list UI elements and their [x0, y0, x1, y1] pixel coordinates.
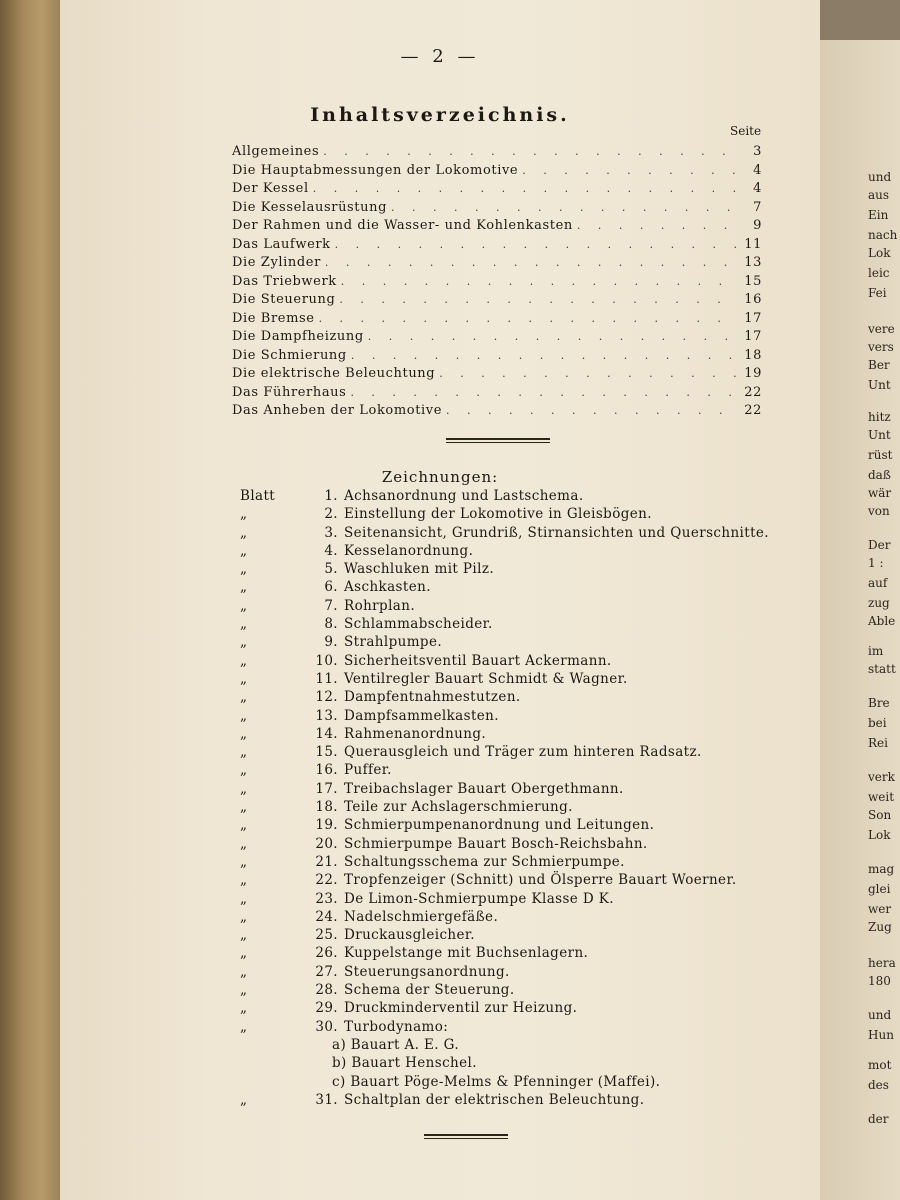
toc-entry-page: 7: [753, 199, 762, 215]
plate-prefix: „: [240, 524, 248, 541]
plate-number: 23.: [315, 890, 338, 907]
right-page-text-fragment: Lok: [868, 246, 891, 260]
right-page-text-fragment: Unt: [868, 378, 891, 392]
leader-dots: [335, 238, 738, 251]
right-page-text-fragment: zug: [868, 596, 890, 610]
toc-entry-label: Allgemeines: [232, 144, 320, 159]
right-page-text-fragment: des: [868, 1078, 889, 1092]
right-page-text-fragment: aus: [868, 188, 890, 202]
plate-number: 31.: [315, 1091, 338, 1108]
toc-entry-label: Das Triebwerk: [232, 273, 337, 289]
plate-title: Schlammabscheider.: [344, 616, 493, 633]
right-page-text-fragment: weit: [868, 790, 895, 804]
leader-dots: [522, 164, 738, 177]
left-page: [60, 0, 820, 1200]
plate-entry: [236, 598, 796, 616]
toc-entry-page: 4: [753, 181, 762, 196]
toc-entry-label: Der Kessel: [232, 181, 309, 196]
plate-title: Waschluken mit Pilz.: [344, 561, 495, 578]
plate-number: 17.: [315, 780, 338, 797]
plate-prefix: „: [240, 707, 248, 724]
right-page-text-fragment: Hun: [868, 1028, 894, 1042]
plate-title: Kuppelstange mit Buchsenlagern.: [344, 945, 589, 962]
plate-prefix: Blatt: [240, 488, 276, 504]
plate-title: Teile zur Achslagerschmierung.: [344, 799, 573, 816]
toc-entry-label: Die Schmierung: [232, 347, 347, 363]
right-page-text-fragment: daß: [868, 468, 891, 482]
plate-entry: [236, 744, 796, 762]
right-page-text-fragment: und: [868, 170, 892, 184]
toc-entry-page: 4: [753, 162, 762, 178]
plate-number: 28.: [315, 982, 338, 999]
plate-prefix: „: [240, 890, 248, 907]
plate-entry: [236, 762, 796, 780]
plate-entry: [236, 891, 796, 909]
plate-prefix: „: [240, 1091, 248, 1108]
right-page-text-fragment: Der: [868, 538, 891, 552]
toc-entry-label: Die Kesselausrüstung: [232, 199, 387, 215]
right-page-text-fragment: bei: [868, 716, 887, 730]
plate-entry: [236, 708, 796, 726]
plate-prefix: „: [240, 616, 248, 633]
plate-prefix: „: [240, 963, 248, 980]
plate-title: Querausgleich und Träger zum hinteren Radsatz.: [344, 744, 702, 761]
plate-prefix: „: [240, 670, 248, 687]
plate-number: 18.: [315, 799, 338, 816]
plate-prefix: „: [240, 908, 248, 925]
leader-dots: [325, 256, 738, 269]
page-number: — 2 —: [400, 46, 480, 67]
plate-title: Rohrplan.: [344, 597, 416, 614]
leader-dots: [439, 367, 738, 380]
right-page-text-fragment: verk: [868, 770, 895, 784]
plate-title: Puffer.: [344, 762, 392, 779]
toc-entry: [232, 163, 762, 182]
plate-title: Rahmenanordnung.: [344, 725, 487, 742]
leader-dots: [323, 145, 738, 158]
toc-entry-page: 19: [744, 366, 762, 381]
leader-dots: [350, 386, 738, 399]
toc-entry-page: 15: [744, 273, 762, 289]
plate-number: 1.: [324, 488, 338, 504]
plate-number: 15.: [315, 744, 338, 761]
toc-entry: [232, 181, 762, 200]
plate-title: Dampfsammelkasten.: [344, 707, 499, 724]
plate-number: 19.: [315, 817, 338, 834]
plate-entry: [236, 525, 796, 543]
table-of-contents: [232, 144, 762, 422]
plate-number: 6.: [324, 579, 338, 596]
leader-dots: [368, 330, 738, 343]
plate-prefix: „: [240, 762, 248, 779]
plate-prefix: „: [240, 780, 248, 797]
right-page-text-fragment: Ein: [868, 208, 889, 222]
plate-entry: [236, 671, 796, 689]
plate-entry: [236, 634, 796, 652]
right-page-text-fragment: hitz: [868, 410, 891, 424]
right-page-text-fragment: Son: [868, 808, 892, 822]
plate-prefix: „: [240, 817, 248, 834]
right-page-text-fragment: vers: [868, 340, 894, 354]
toc-entry-label: Die Zylinder: [232, 255, 321, 270]
plate-title: Sicherheitsventil Bauart Ackermann.: [344, 652, 612, 669]
plate-entry: [236, 1092, 796, 1110]
plate-number: 24.: [315, 908, 338, 925]
toc-entry-label: Das Führerhaus: [232, 384, 347, 400]
right-page-text-fragment: Zug: [868, 920, 892, 934]
toc-entry: [232, 144, 762, 163]
toc-entry-label: Die Dampfheizung: [232, 329, 364, 344]
plate-entry: [236, 689, 796, 707]
drawings-title: Zeichnungen:: [381, 468, 499, 486]
plate-prefix: „: [240, 799, 248, 816]
right-page-text-fragment: wär: [868, 486, 892, 500]
plate-entry: [236, 1000, 796, 1018]
plate-title: Schaltplan der elektrischen Beleuchtung.: [344, 1091, 645, 1108]
plate-number: 27.: [315, 963, 338, 980]
right-page-text-fragment: 180: [868, 974, 891, 988]
right-page-text-fragment: statt: [868, 662, 896, 676]
plate-title: Schema der Steuerung.: [344, 982, 515, 999]
plate-title: Dampfentnahmestutzen.: [344, 689, 521, 706]
right-page-text-fragment: im: [868, 644, 884, 658]
plate-prefix: „: [240, 744, 248, 761]
plate-prefix: „: [240, 542, 248, 559]
leader-dots: [313, 182, 738, 195]
plate-title: Druckausgleicher.: [344, 927, 475, 944]
plate-prefix: „: [240, 689, 248, 706]
right-page-text-fragment: auf: [868, 576, 888, 590]
plate-title: Ventilregler Bauart Schmidt & Wagner.: [344, 670, 628, 687]
plate-number: 14.: [315, 725, 338, 742]
leader-dots: [319, 312, 738, 325]
toc-entry: [232, 348, 762, 367]
plate-entry: [236, 488, 796, 506]
plate-prefix: „: [240, 561, 248, 578]
plate-prefix: „: [240, 579, 248, 596]
plate-title: Schmierpumpenanordnung und Leitungen.: [344, 817, 655, 834]
plate-number: 22.: [315, 872, 338, 889]
plate-number: 30.: [315, 1018, 338, 1035]
right-page-text-fragment: glei: [868, 882, 891, 896]
right-page-text-fragment: nach: [868, 228, 898, 242]
end-rule: [424, 1134, 508, 1136]
toc-entry: [232, 403, 762, 422]
plate-number: 9.: [324, 634, 338, 651]
toc-entry: [232, 255, 762, 274]
plate-entry: [236, 927, 796, 945]
plate-number: 10.: [315, 652, 338, 669]
plate-prefix: „: [240, 835, 248, 852]
plate-entry: [236, 817, 796, 835]
plates-list: [236, 488, 796, 1110]
toc-entry-label: Die elektrische Beleuchtung: [232, 366, 436, 381]
sub-spacer: [236, 1055, 796, 1073]
plate-sub-entry: b) Bauart Henschel.: [332, 1055, 477, 1072]
plate-sub-entry: c) Bauart Pöge-Melms & Pfenninger (Maffei).: [332, 1073, 661, 1090]
plate-entry: [236, 506, 796, 524]
plate-entry: [236, 854, 796, 872]
plate-number: 21.: [315, 853, 338, 870]
plate-title: Schmierpumpe Bauart Bosch-Reichsbahn.: [344, 835, 648, 852]
toc-entry-page: 18: [744, 347, 762, 363]
plate-entry: [236, 561, 796, 579]
toc-entry: [232, 385, 762, 404]
plate-number: 25.: [315, 927, 338, 944]
plate-prefix: „: [240, 872, 248, 889]
plate-title: Nadelschmiergefäße.: [344, 908, 499, 925]
toc-entry: [232, 218, 762, 237]
leader-dots: [391, 201, 738, 214]
toc-entry-page: 11: [744, 236, 762, 252]
toc-entry-page: 16: [744, 292, 762, 307]
right-page-text-fragment: vere: [868, 322, 895, 336]
right-page-text-fragment: Bre: [868, 696, 890, 710]
toc-entry-page: 9: [753, 218, 762, 233]
plate-prefix: „: [240, 927, 248, 944]
plate-prefix: „: [240, 945, 248, 962]
plate-title: Druckminderventil zur Heizung.: [344, 1000, 578, 1017]
plate-title: Seitenansicht, Grundriß, Stirnansichten und Querschnitte.: [344, 524, 769, 541]
right-page-text-fragment: Able: [868, 614, 896, 628]
right-page-text-fragment: hera: [868, 956, 896, 970]
plate-prefix: „: [240, 597, 248, 614]
toc-entry-label: Das Anheben der Lokomotive: [232, 403, 443, 418]
plate-entry: [236, 872, 796, 890]
plate-title: Einstellung der Lokomotive in Gleisbögen.: [344, 506, 652, 523]
plate-entry: [236, 964, 796, 982]
plate-entry: [236, 1019, 796, 1037]
right-page-text-fragment: mag: [868, 862, 895, 876]
toc-entry-label: Die Bremse: [232, 310, 315, 326]
plate-entry: [236, 945, 796, 963]
toc-entry-label: Die Hauptabmessungen der Lokomotive: [232, 162, 519, 178]
book-spine: [0, 0, 60, 1200]
plate-prefix: „: [240, 634, 248, 651]
plate-number: 26.: [315, 945, 338, 962]
toc-entry-label: Das Laufwerk: [232, 236, 331, 252]
right-page-text-fragment: rüst: [868, 448, 893, 462]
toc-entry: [232, 292, 762, 311]
toc-entry: [232, 366, 762, 385]
toc-entry-label: Die Steuerung: [232, 292, 336, 307]
right-page-text-fragment: leic: [868, 266, 890, 280]
plate-number: 2.: [324, 506, 338, 523]
plate-sub-entry: a) Bauart A. E. G.: [332, 1037, 460, 1053]
leader-dots: [351, 349, 738, 362]
plate-entry: [236, 799, 796, 817]
right-page-text-fragment: Unt: [868, 428, 891, 442]
right-page-text-fragment: der: [868, 1112, 889, 1126]
right-page-text-fragment: Ber: [868, 358, 890, 372]
plate-number: 11.: [315, 670, 338, 687]
toc-entry-page: 22: [744, 384, 762, 400]
page-column-header: Seite: [730, 124, 762, 138]
divider-rule: [446, 438, 550, 440]
right-page-edge: [820, 40, 900, 1200]
plate-title: Treibachslager Bauart Obergethmann.: [344, 780, 624, 797]
plate-prefix: „: [240, 1000, 248, 1017]
right-page-text-fragment: Fei: [868, 286, 887, 300]
toc-entry: [232, 274, 762, 293]
leader-dots: [339, 293, 738, 306]
plate-entry: [236, 781, 796, 799]
plate-title: Aschkasten.: [344, 579, 431, 596]
toc-entry-page: 3: [753, 144, 762, 159]
plate-number: 8.: [324, 616, 338, 633]
toc-entry-page: 17: [744, 310, 762, 326]
plate-prefix: „: [240, 1018, 248, 1035]
right-page-text-fragment: Lok: [868, 828, 891, 842]
plate-number: 5.: [324, 561, 338, 578]
plate-title: Kesselanordnung.: [344, 542, 474, 559]
plate-title: Turbodynamo:: [344, 1018, 449, 1035]
right-page-text-fragment: Rei: [868, 736, 888, 750]
plate-title: Tropfenzeiger (Schnitt) und Ölsperre Bauart Woerner.: [344, 872, 737, 889]
toc-title: Inhaltsverzeichnis.: [310, 104, 570, 126]
toc-entry: [232, 237, 762, 256]
plate-title: De Limon-Schmierpumpe Klasse D K.: [344, 890, 614, 907]
plate-entry: [236, 982, 796, 1000]
plate-entry: [236, 909, 796, 927]
plate-number: 12.: [315, 689, 338, 706]
plate-number: 7.: [324, 597, 338, 614]
plate-number: 3.: [324, 524, 338, 541]
toc-entry-page: 17: [744, 329, 762, 344]
plate-entry: [236, 653, 796, 671]
right-page-text-fragment: mot: [868, 1058, 892, 1072]
leader-dots: [341, 275, 738, 288]
toc-entry-page: 13: [744, 255, 762, 270]
plate-number: 20.: [315, 835, 338, 852]
toc-entry: [232, 311, 762, 330]
plate-number: 4.: [324, 542, 338, 559]
leader-dots: [577, 219, 738, 232]
plate-title: Schaltungsschema zur Schmierpumpe.: [344, 853, 625, 870]
toc-entry-label: Der Rahmen und die Wasser- und Kohlenkasten: [232, 218, 573, 233]
plate-prefix: „: [240, 652, 248, 669]
plate-prefix: „: [240, 506, 248, 523]
plate-title: Steuerungsanordnung.: [344, 963, 510, 980]
plate-title: Strahlpumpe.: [344, 634, 443, 651]
toc-entry: [232, 200, 762, 219]
right-page-text-fragment: wer: [868, 902, 892, 916]
plate-entry: [236, 836, 796, 854]
plate-entry: [236, 726, 796, 744]
plate-entry: [236, 543, 796, 561]
plate-number: 29.: [315, 1000, 338, 1017]
toc-entry-page: 22: [744, 403, 762, 418]
right-page-text-fragment: von: [868, 504, 890, 518]
plate-entry: [236, 616, 796, 634]
plate-prefix: „: [240, 982, 248, 999]
plate-prefix: „: [240, 853, 248, 870]
plate-prefix: „: [240, 725, 248, 742]
plate-title: Achsanordnung und Lastschema.: [344, 488, 584, 504]
leader-dots: [446, 404, 738, 417]
plate-number: 13.: [315, 707, 338, 724]
right-page-text-fragment: und: [868, 1008, 892, 1022]
plate-number: 16.: [315, 762, 338, 779]
sub-spacer: [236, 1037, 796, 1055]
right-page-text-fragment: 1 :: [868, 556, 884, 570]
plate-entry: [236, 579, 796, 597]
toc-entry: [232, 329, 762, 348]
